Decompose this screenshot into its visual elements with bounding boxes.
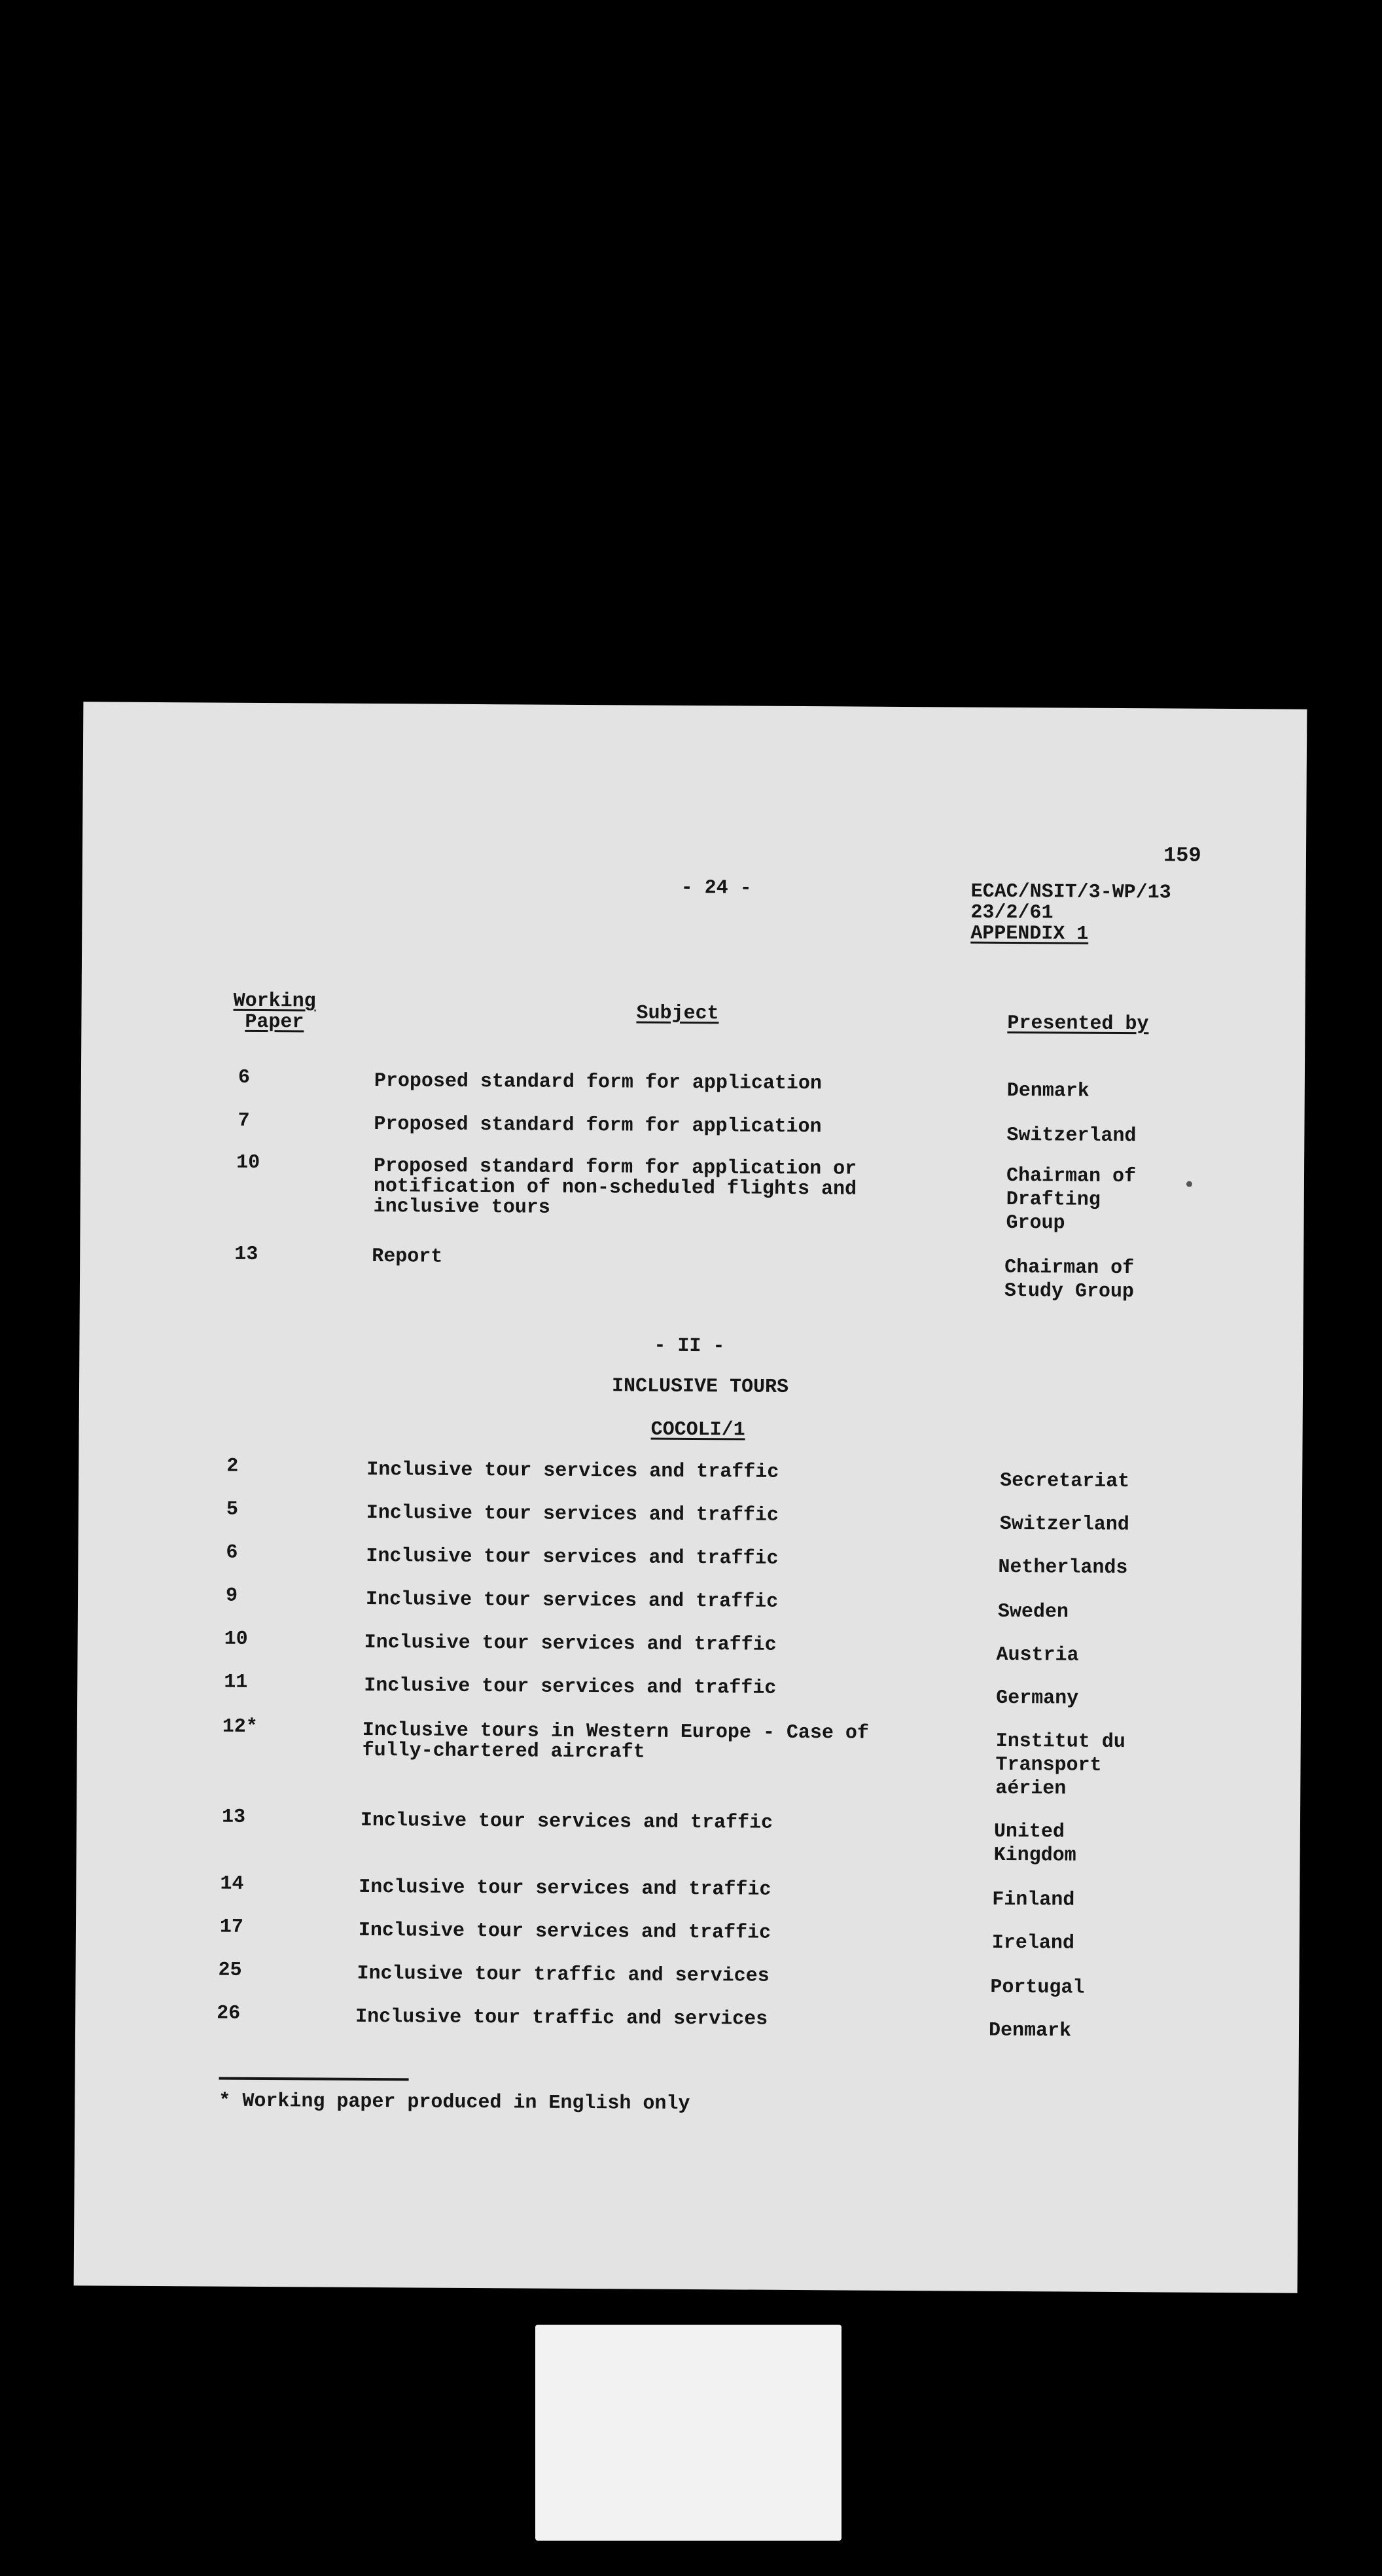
- row-number: 2: [226, 1455, 239, 1478]
- row-subject: Inclusive tour services and traffic: [360, 1809, 773, 1834]
- row-presented-by: Finland: [992, 1888, 1075, 1912]
- page-number: 159: [1163, 843, 1201, 868]
- row-subject: Inclusive tour services and traffic: [365, 1588, 779, 1613]
- row-presented-by: Denmark: [988, 2019, 1072, 2043]
- row-subject: Inclusive tour services and traffic: [358, 1919, 771, 1944]
- row-subject: Inclusive tour services and traffic: [359, 1876, 771, 1901]
- row-number: 6: [238, 1066, 251, 1089]
- row-subject: Inclusive tours in Western Europe - Case of fully-chartered aircraft: [362, 1719, 870, 1764]
- row-presented-by: Switzerland: [1006, 1124, 1137, 1148]
- row-presented-by: Switzerland: [999, 1512, 1129, 1537]
- document-page: [74, 702, 1307, 2293]
- header-presented-by: Presented by: [1007, 1012, 1149, 1036]
- header-working-paper: [233, 991, 315, 1033]
- row-number: 7: [238, 1109, 250, 1132]
- row-subject: Proposed standard form for application: [374, 1113, 822, 1139]
- row-presented-by: Institut du Transport aérien: [995, 1730, 1125, 1800]
- row-presented-by: Ireland: [991, 1931, 1074, 1955]
- center-page-number: - 24 -: [681, 876, 752, 900]
- row-subject: Inclusive tour services and traffic: [366, 1545, 779, 1570]
- header-subject: Subject: [636, 1002, 719, 1026]
- row-subject: Inclusive tour traffic and services: [355, 2005, 768, 2031]
- row-presented-by: United Kingdom: [993, 1820, 1076, 1867]
- row-subject: Inclusive tour services and traffic: [366, 1501, 779, 1527]
- section-roman-numeral: - II -: [654, 1334, 725, 1358]
- row-presented-by: Netherlands: [998, 1556, 1128, 1580]
- speck-mark: [1186, 1181, 1192, 1187]
- row-presented-by: Chairman of Drafting Group: [1006, 1164, 1137, 1235]
- row-subject: Proposed standard form for application: [374, 1070, 823, 1096]
- row-number: 13: [221, 1806, 246, 1829]
- row-number: 6: [226, 1541, 238, 1564]
- row-subject: Inclusive tour services and traffic: [364, 1674, 777, 1700]
- row-number: 25: [218, 1959, 242, 1982]
- row-presented-by: Austria: [996, 1643, 1079, 1667]
- footnote: * Working paper produced in English only: [219, 2090, 690, 2116]
- row-number: 13: [234, 1243, 258, 1266]
- row-subject: Report: [372, 1245, 443, 1268]
- row-number: 12*: [222, 1715, 258, 1738]
- row-number: 9: [225, 1584, 238, 1607]
- footnote-rule: [219, 2077, 409, 2081]
- row-number: 17: [219, 1916, 244, 1939]
- row-subject: Inclusive tour services and traffic: [366, 1458, 779, 1484]
- blank-card: [535, 2325, 842, 2541]
- row-number: 10: [236, 1151, 260, 1174]
- row-presented-by: Sweden: [997, 1600, 1069, 1624]
- row-presented-by: Secretariat: [1000, 1469, 1130, 1494]
- reference-block: [970, 882, 1171, 946]
- row-number: 5: [226, 1498, 238, 1521]
- row-number: 10: [224, 1628, 248, 1651]
- section-series: COCOLI/1: [650, 1418, 745, 1442]
- row-number: 26: [217, 2002, 241, 2025]
- row-subject: Inclusive tour services and traffic: [364, 1631, 777, 1656]
- section-title: INCLUSIVE TOURS: [611, 1375, 789, 1399]
- row-number: 14: [220, 1872, 244, 1895]
- reference-date: 23/2/61: [970, 901, 1054, 925]
- reference-code: ECAC/NSIT/3-WP/13: [970, 880, 1171, 904]
- row-presented-by: Germany: [996, 1687, 1079, 1710]
- header-working-paper-line1: Working: [233, 990, 316, 1013]
- row-subject: Inclusive tour traffic and services: [357, 1962, 770, 1988]
- row-presented-by: Chairman of Study Group: [1004, 1256, 1135, 1304]
- row-presented-by: Portugal: [990, 1976, 1085, 1999]
- row-number: 11: [224, 1671, 248, 1694]
- appendix-label: APPENDIX 1: [970, 922, 1089, 946]
- row-presented-by: Denmark: [1006, 1079, 1090, 1103]
- header-working-paper-line2: Paper: [245, 1011, 304, 1034]
- row-subject: Proposed standard form for application or notification of non-scheduled flights and inclusive tours: [373, 1155, 857, 1219]
